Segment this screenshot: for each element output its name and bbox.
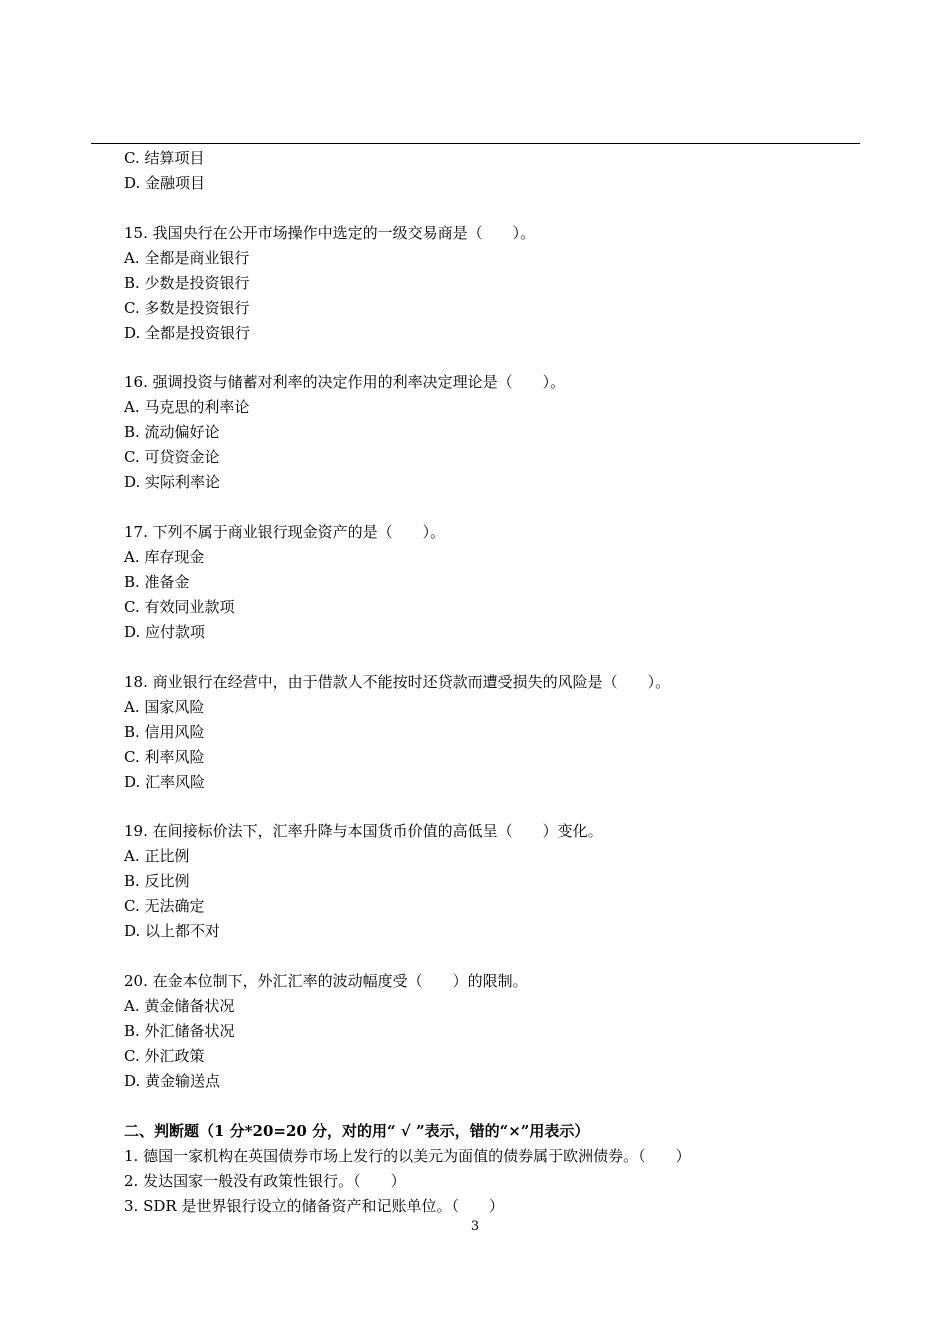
question-stem: 18. 商业银行在经营中，由于借款人不能按时还贷款而遭受损失的风险是（ ）。	[124, 672, 671, 691]
option-a: A. 库存现金	[124, 548, 205, 567]
question-stem: 17. 下列不属于商业银行现金资产的是（ ）。	[124, 523, 446, 542]
carryover-options	[124, 146, 860, 196]
question-17	[124, 520, 860, 645]
option-d: D. 以上都不对	[124, 922, 221, 941]
option-c: C. 可贷资金论	[124, 448, 220, 467]
option-a: A. 黄金储备状况	[124, 997, 235, 1016]
option-a: A. 马克思的利率论	[124, 398, 250, 417]
option-c: C. 外汇政策	[124, 1047, 205, 1066]
option-b: B. 反比例	[124, 872, 190, 891]
option-d: D. 应付款项	[124, 623, 206, 642]
option-b: B. 少数是投资银行	[124, 273, 250, 292]
section-heading: 二、判断题（1 分*20=20 分，对的用“ √ ”表示，错的“×”用表示）	[124, 1121, 590, 1140]
question-19	[124, 819, 860, 944]
true-false-item-3: 3. SDR 是世界银行设立的储备资产和记账单位。（ ）	[124, 1196, 504, 1215]
true-false-item-1: 1. 德国一家机构在英国债券市场上发行的以美元为面值的债券属于欧洲债券。（ ）	[124, 1146, 691, 1165]
option-c: C. 有效同业款项	[124, 598, 235, 617]
option-d-financial: D. 金融项目	[124, 174, 206, 192]
option-c: C. 无法确定	[124, 897, 205, 916]
option-d: D. 全都是投资银行	[124, 323, 251, 342]
question-stem: 19. 在间接标价法下，汇率升降与本国货币价值的高低呈（ ）变化。	[124, 822, 603, 841]
page-number: 3	[470, 1219, 480, 1234]
section-true-false	[124, 1119, 860, 1219]
page-content	[124, 146, 860, 1219]
header-rule	[91, 143, 860, 144]
option-d: D. 实际利率论	[124, 473, 221, 492]
option-d: D. 黄金输送点	[124, 1072, 221, 1091]
option-c: C. 利率风险	[124, 747, 205, 766]
option-b: B. 流动偏好论	[124, 423, 220, 442]
option-d: D. 汇率风险	[124, 772, 206, 791]
option-b: B. 准备金	[124, 573, 190, 592]
question-18	[124, 670, 860, 795]
option-c: C. 多数是投资银行	[124, 298, 250, 317]
option-a: A. 全都是商业银行	[124, 248, 250, 267]
option-b: B. 外汇储备状况	[124, 1022, 235, 1041]
question-16	[124, 370, 860, 495]
option-c-settlement: C. 结算项目	[124, 149, 205, 167]
option-b: B. 信用风险	[124, 722, 205, 741]
question-stem: 15. 我国央行在公开市场操作中选定的一级交易商是（ ）。	[124, 223, 536, 242]
option-a: A. 正比例	[124, 847, 190, 866]
question-stem: 20. 在金本位制下，外汇汇率的波动幅度受（ ）的限制。	[124, 972, 528, 991]
question-stem: 16. 强调投资与储蓄对利率的决定作用的利率决定理论是（ ）。	[124, 373, 566, 392]
option-a: A. 国家风险	[124, 697, 205, 716]
true-false-item-2: 2. 发达国家一般没有政策性银行。（ ）	[124, 1171, 406, 1190]
question-15	[124, 221, 860, 346]
question-20	[124, 969, 860, 1094]
